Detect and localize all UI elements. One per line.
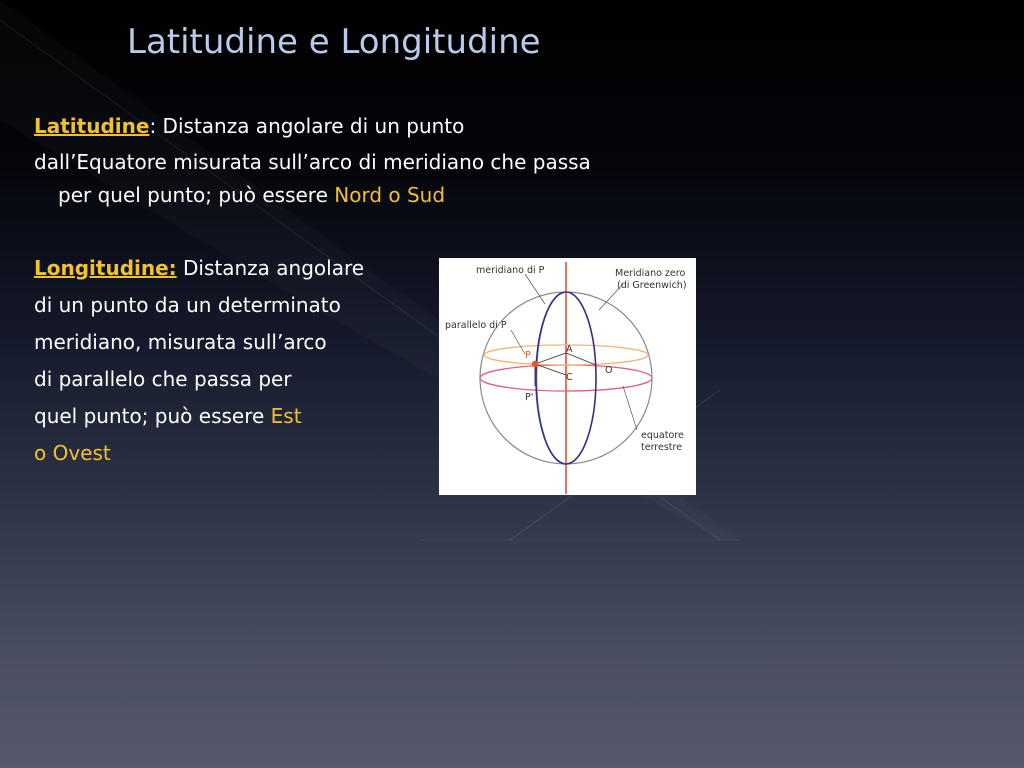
label-equatore-1: equatore (641, 430, 684, 441)
point-p-marker (532, 361, 538, 367)
label-parallelo: parallelo di P (445, 320, 507, 331)
latitude-text-line3: per quel punto; può essere (58, 183, 335, 207)
label-meridiano-zero-2: (di Greenwich) (617, 280, 687, 291)
longitude-highlight-est: Est (270, 404, 302, 428)
longitude-paragraph (34, 250, 454, 472)
leader-meridiano-p (525, 274, 545, 304)
leader-parallelo (511, 330, 525, 354)
label-meridiano-p: meridiano di P (476, 265, 545, 276)
longitude-term: Longitudine (34, 256, 169, 280)
label-meridiano-zero-1: Meridiano zero (615, 268, 686, 279)
label-a: A (566, 344, 573, 355)
longitude-colon: : (168, 256, 177, 280)
slide-title: Latitudine e Longitudine (127, 22, 541, 62)
globe-diagram-svg (439, 258, 696, 495)
label-equatore-2: terrestre (641, 442, 683, 453)
longitude-highlight-ovest: o Ovest (34, 441, 111, 465)
latitude-colon: : (149, 114, 157, 138)
longitude-line-2: di un punto da un determinato (34, 293, 341, 317)
latitude-paragraph (34, 108, 694, 210)
meridian-of-p (537, 292, 566, 464)
longitude-line-3: meridiano, misurata sull’arco (34, 330, 327, 354)
longitude-line-1: Distanza angolare (176, 256, 365, 280)
latitude-term: Latitudine (34, 114, 150, 138)
longitude-line-4: di parallelo che passa per (34, 367, 292, 391)
label-p: P (525, 350, 531, 361)
leader-equatore (623, 386, 637, 430)
label-c: C (566, 372, 573, 383)
latitude-text-line2: dall’Equatore misurata sull’arco di meridiano che passa (34, 150, 591, 174)
longitude-angle-line (535, 353, 566, 364)
latitude-highlight: Nord o Sud (334, 183, 446, 207)
label-o: O (605, 365, 613, 376)
latitude-text-line1: Distanza angolare di un punto (156, 114, 465, 138)
globe-diagram (439, 258, 696, 495)
longitude-line-5: quel punto; può essere (34, 404, 271, 428)
label-p-prime: P' (525, 392, 534, 403)
